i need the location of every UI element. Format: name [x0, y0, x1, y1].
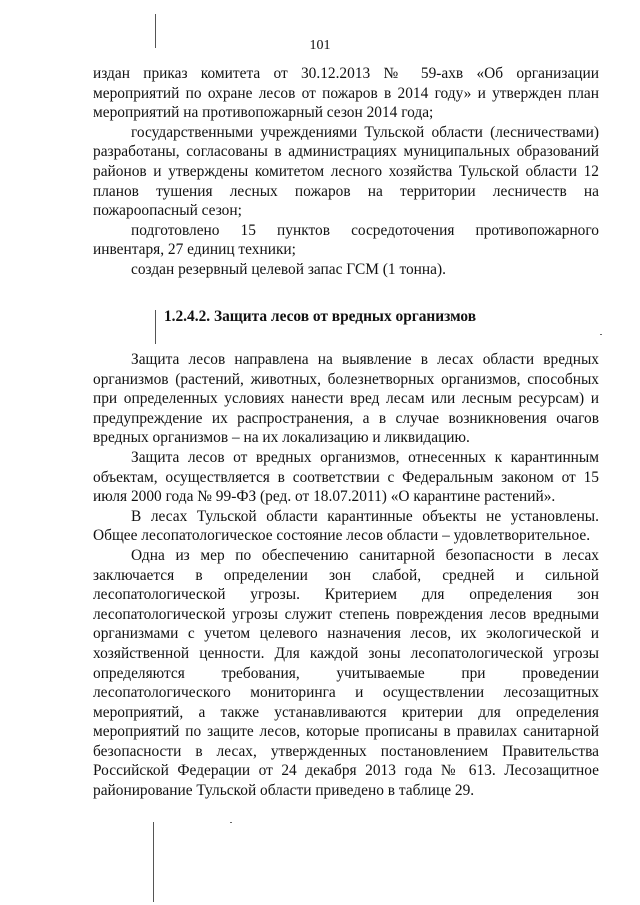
scan-dot	[600, 334, 602, 335]
paragraph: Защита лесов направлена на выявление в лесах области вредных организмов (растений, животных, болезнетворных организмов, способных при определенных условиях нанести вред лесам или лесным ресурсам) и предупреждение их распространения, а в случае возникновения очагов вредных организмов – на их локализацию и ликвидацию.	[93, 351, 599, 447]
paragraph: подготовлено 15 пунктов сосредоточения противопожарного инвентаря, 27 единиц техники;	[93, 221, 599, 259]
paragraph: издан приказ комитета от 30.12.2013 № 59-ахв «Об организации мероприятий по охране лесов от пожаров в 2014 году» и утвержден план мероприятий на противопожарный сезон 2014 года;	[93, 65, 599, 122]
section-heading: 1.2.4.2. Защита лесов от вредных организмов	[163, 308, 477, 325]
paragraph: В лесах Тульской области карантинные объекты не установлены. Общее лесопатологическое состояние лесов области – удовлетворительное.	[93, 507, 599, 545]
intro-text	[93, 64, 599, 280]
paragraph: государственными учреждениями Тульской области (лесничествами) разработаны, согласованы в администрациях муниципальных образований районов и утверждены комитетом лесного хозяйства Тульской области 12 планов тушения лесных пожаров на территории лесничеств на пожароопасный сезон;	[93, 123, 599, 220]
page-number: 101	[309, 38, 331, 53]
paragraph: Защита лесов от вредных организмов, отнесенных к карантинным объектам, осуществляется в соответствии с Федеральным законом от 15 июля 2000 года № 99-ФЗ (ред. от 18.07.2011) «О карантине растений».	[93, 448, 599, 506]
scan-dot	[230, 822, 232, 823]
scan-artifact-bottom	[153, 822, 154, 902]
paragraph: Одна из мер по обеспечению санитарной безопасности в лесах заключается в определении зон слабой, средней и сильной лесопатологической угрозы. Критерием для определения зон лесопатологической угрозы служит степень повреждения лесов вредными организмами с учетом целевого назначения лесов, их экологической и хозяйственной ценности. Для каждой зоны лесопатологической угрозы определяются требования, учитываемые при проведении лесопатологического мониторинга и осуществлении лесозащитных мероприятий, а также устанавливаются критерии для определения мероприятий по защите лесов, которые прописаны в правилах санитарной безопасности в лесах, утвержденных постановлением Правительства Российской Федерации от 24 декабря 2013 года № 613. Лесозащитное районирование Тульской области приведено в таблице 29.	[93, 546, 599, 800]
section-text	[93, 350, 599, 801]
paragraph: создан резервный целевой запас ГСМ (1 тонна).	[131, 260, 446, 278]
